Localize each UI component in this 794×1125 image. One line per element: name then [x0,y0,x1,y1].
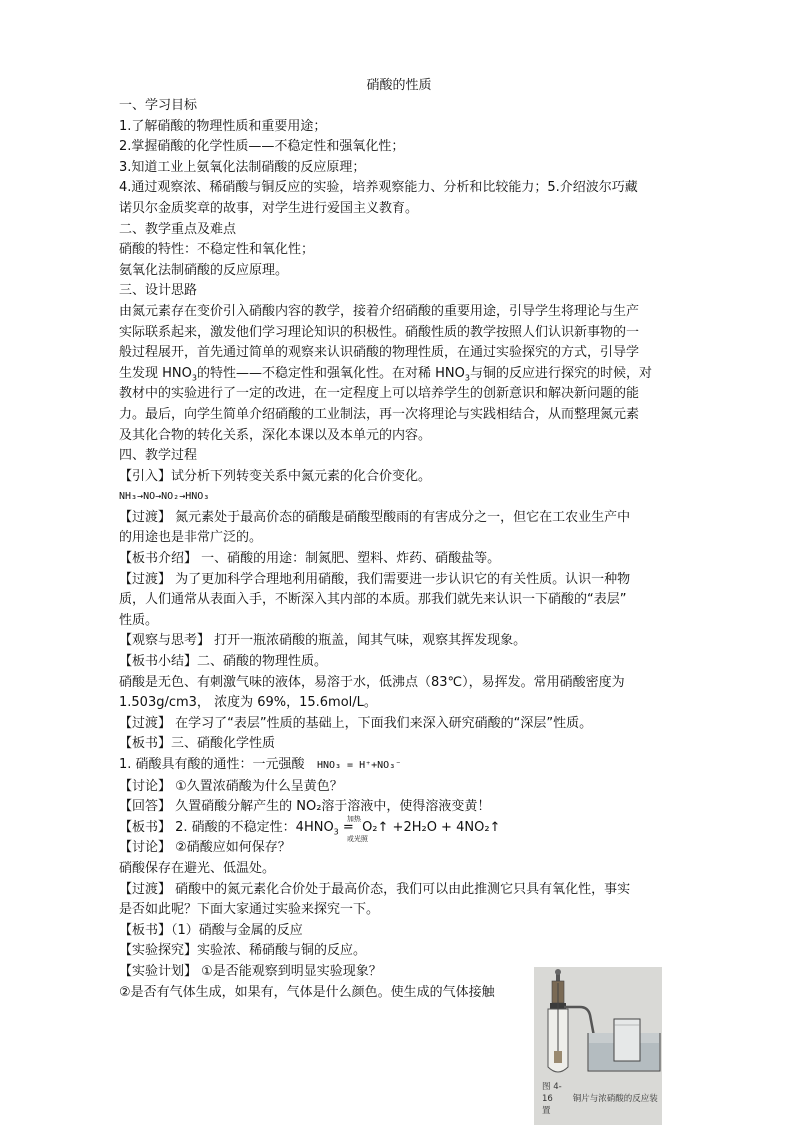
physical-props: 1.503g/cm3， 浓度为 69%，15.6mol/L。 [119,695,377,711]
transition-text: 【过渡】 在学习了“表层”性质的基础上，下面我们来深入研究硝酸的“深层”性质。 [119,715,593,731]
design-text-part: 生发现 HNO [119,365,192,381]
goal-item: 4.通过观察浓、稀硝酸与铜反应的实验，培养观察能力、分析和比较能力；5.介绍波尔巧藏 [119,180,638,196]
design-text: 由氮元素存在变价引入硝酸内容的教学，接着介绍硝酸的重要用途，引导学生将理论与生产 [119,303,640,319]
transition-text: 【过渡】 为了更加科学合理地利用硝酸，我们需要进一步认识它的有关性质。认识一种物 [119,571,631,587]
board-text: 【板书】（1）硝酸与金属的反应 [119,922,303,938]
transition-text: 【过渡】 硝酸中的氮元素化合价处于最高价态，我们可以由此推测它只具有氧化性，事实 [119,881,631,897]
key-point: 硝酸的特性：不稳定性和氧化性； [119,242,315,258]
conversion-chain: NH₃→NO→NO₂→HNO₃ [119,491,210,503]
observe-text: 【观察与思考】 打开一瓶浓硝酸的瓶盖，闻其气味，观察其挥发现象。 [119,633,527,649]
equation-products: O₂↑ +2H₂O + 4NO₂↑ [362,819,501,835]
transition-text: 【过渡】 氮元素处于最高价态的硝酸是硝酸型酸雨的有害成分之一，但它在工农业生产中 [119,509,631,525]
section-heading-process: 四、教学过程 [119,448,198,464]
board-text: 【板书】三、硝酸化学性质 [119,736,276,752]
apparatus-diagram [534,967,662,1079]
condition-bottom: 或光照 [346,834,368,843]
plan-text: ②是否有气体生成，如果有，气体是什么颜色。使生成的气体接触 [119,984,495,1000]
acid-property-text: 1. 硝酸具有酸的通性：一元强酸 [119,757,305,772]
section-heading-goals: 一、学习目标 [119,98,198,113]
design-text: 教材中的实验进行了一定的改进，在一定程度上可以培养学生的创新意识和解决新问题的能 [119,386,640,402]
design-text: 及其化合物的转化关系，深化本课以及本单元的内容。 [119,427,432,443]
condition-top: 加热 [346,814,361,823]
goal-item: 2.掌握硝酸的化学性质——不稳定性和强氧化性； [119,139,405,155]
discussion-text: 【讨论】 ①久置浓硝酸为什么呈黄色？ [119,778,343,794]
acid-property [119,755,679,777]
decomposition-equation: 【板书】 2. 硝酸的不稳定性：$4HNO_3$ 加热 = 或光照 O₂↑ +2H₂O + 4NO₂↑ [119,818,679,839]
board-text: 【板书介绍】 一、硝酸的用途：制氮肥、塑料、炸药、硝酸盐等。 [119,551,501,567]
apparatus-figure [534,967,662,1125]
figure-caption-text: 铜片与浓硝酸的反应装置 [542,1094,658,1116]
transition-text: 性质。 [119,612,159,628]
board-text: 【板书】 2. 硝酸的不稳定性：4HNO [119,819,334,835]
design-text-part: 与铜的反应进行探究的时候，对 [469,365,652,381]
discussion-text: 【讨论】 ②硝酸应如何保存？ [119,840,291,856]
key-point: 氨氧化法制硝酸的反应原理。 [119,262,289,278]
figure-caption [542,1081,660,1117]
section-heading-design: 三、设计思路 [119,283,198,299]
goal-item: 1.了解硝酸的物理性质和重要用途； [119,118,327,134]
storage-text: 硝酸保存在避光、低温处。 [119,860,276,876]
explore-text: 【实验探究】实验浓、稀硝酸与铜的反应。 [119,943,367,959]
goal-item: 3.知道工业上氨氧化法制硝酸的反应原理； [119,159,366,175]
answer-text: 【回答】 久置硝酸分解产生的 NO₂溶于溶液中，使得溶液变黄！ [119,799,491,815]
document-body [119,76,679,1003]
physical-props: 硝酸是无色、有刺激气味的液体，易溶于水，低沸点（83℃），易挥发。常用硝酸密度为 [119,674,625,690]
reaction-condition: 加热 = 或光照 [343,818,354,839]
figure-number: 图 4-16 [542,1082,562,1104]
page-title: 硝酸的性质 [366,78,432,93]
acid-equation: HNO₃ = H⁺+NO₃⁻ [316,760,402,771]
transition-text: 是否如此呢？下面大家通过实验来探究一下。 [119,902,380,918]
goal-item-cont: 诺贝尔金质奖章的故事，对学生进行爱国主义教育。 [119,200,419,216]
transition-text: 的用途也是非常广泛的。 [119,530,263,546]
transition-text: 质，人们通常从表面入手，不断深入其内部的本质。那我们就先来认识一下硝酸的“表层” [119,592,627,608]
design-text: 力。最后，向学生简单介绍硝酸的工业制法，再一次将理论与实践相结合，从而整理氮元素 [119,406,640,422]
design-text-part: 的特性——不稳定性和强氧化性。在对稀 HNO [196,365,465,381]
design-text: 实际联系起来，激发他们学习理论知识的积极性。硝酸性质的教学按照人们认识新事物的一 [119,324,640,340]
plan-text: 【实验计划】 ①是否能观察到明显实验现象？ [119,963,382,979]
section-heading-keypoints: 二、教学重点及难点 [119,221,237,237]
design-text: 生发现 $HNO_3$的特性——不稳定性和强氧化性。在对稀 $HNO_3$与铜的反应进行探究的时候，对 [119,365,652,383]
design-text: 般过程展开，首先通过简单的观察来认识硝酸的物理性质，在通过实验探究的方式，引导学 [119,345,640,361]
intro-text: 【引入】试分析下列转变关系中氮元素的化合价变化。 [119,468,432,484]
summary-text: 【板书小结】二、硝酸的物理性质。 [119,654,328,670]
